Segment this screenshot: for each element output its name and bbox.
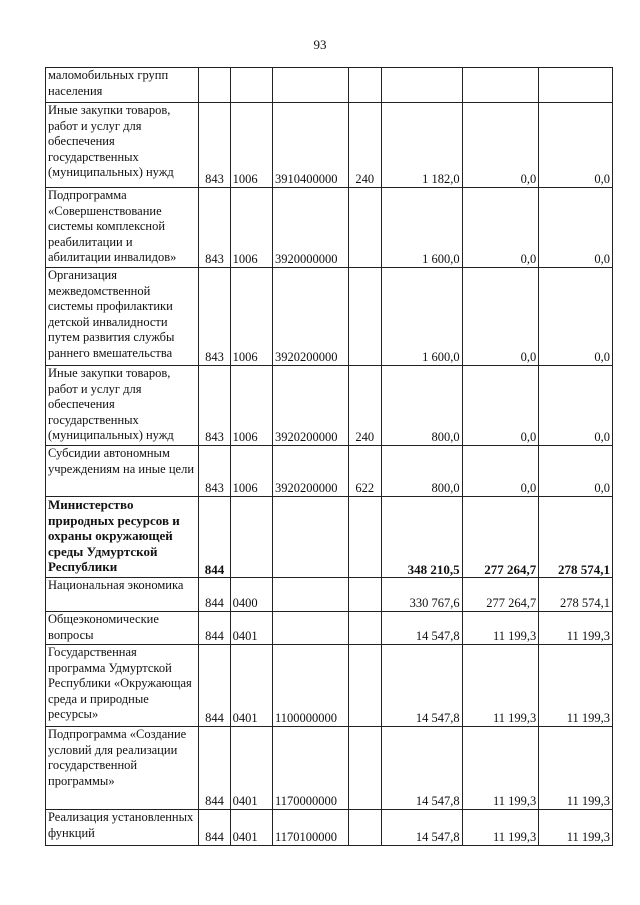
table-row — [46, 366, 613, 446]
amount-year-2: 0,0 — [462, 268, 539, 366]
section-code: 0400 — [230, 578, 272, 612]
section-code — [230, 497, 272, 578]
amount-year-1: 800,0 — [381, 366, 462, 446]
target-article-code — [272, 497, 348, 578]
target-article-code: 3920200000 — [272, 366, 348, 446]
row-name: Общеэкономические вопросы — [46, 612, 199, 645]
amount-year-1: 14 547,8 — [381, 645, 462, 727]
amount-year-3 — [539, 68, 613, 103]
row-name: Подпрограмма «Совершенствование системы комплексной реабилитации и абилитации инвалидов» — [46, 188, 199, 268]
amount-year-3: 11 199,3 — [539, 810, 613, 846]
amount-year-2: 11 199,3 — [462, 645, 539, 727]
ministry-code: 844 — [199, 645, 230, 727]
table-row — [46, 268, 613, 366]
ministry-code: 843 — [199, 103, 230, 188]
row-name: маломобильных групп населения — [46, 68, 199, 103]
section-code: 0401 — [230, 612, 272, 645]
table-row — [46, 497, 613, 578]
section-code: 0401 — [230, 810, 272, 846]
amount-year-2 — [462, 68, 539, 103]
amount-year-3: 278 574,1 — [539, 578, 613, 612]
section-code — [230, 68, 272, 103]
ministry-code — [199, 68, 230, 103]
row-name: Иные закупки товаров, работ и услуг для обеспечения государственных (муниципальных) нужд — [46, 366, 199, 446]
amount-year-3: 11 199,3 — [539, 612, 613, 645]
target-article-code: 3920200000 — [272, 268, 348, 366]
target-article-code: 3920000000 — [272, 188, 348, 268]
amount-year-3: 0,0 — [539, 446, 613, 497]
amount-year-2: 0,0 — [462, 188, 539, 268]
amount-year-2: 277 264,7 — [462, 497, 539, 578]
row-name: Субсидии автономным учреждениям на иные цели — [46, 446, 199, 497]
expense-type-code: 240 — [348, 366, 381, 446]
amount-year-2: 0,0 — [462, 366, 539, 446]
table-row — [46, 727, 613, 810]
expense-type-code — [348, 68, 381, 103]
amount-year-3: 278 574,1 — [539, 497, 613, 578]
target-article-code: 3910400000 — [272, 103, 348, 188]
ministry-code: 844 — [199, 612, 230, 645]
amount-year-1: 330 767,6 — [381, 578, 462, 612]
row-name: Национальная экономика — [46, 578, 199, 612]
section-code: 1006 — [230, 366, 272, 446]
amount-year-1: 14 547,8 — [381, 612, 462, 645]
row-name: Государственная программа Удмуртской Республики «Окружающая среда и природные ресурсы» — [46, 645, 199, 727]
table-row — [46, 810, 613, 846]
table-row — [46, 645, 613, 727]
amount-year-1: 14 547,8 — [381, 810, 462, 846]
section-code: 0401 — [230, 645, 272, 727]
row-name: Министерство природных ресурсов и охраны окружающей среды Удмуртской Республики — [46, 497, 199, 578]
table-row — [46, 612, 613, 645]
amount-year-2: 11 199,3 — [462, 727, 539, 810]
amount-year-1: 1 600,0 — [381, 268, 462, 366]
expense-type-code — [348, 497, 381, 578]
section-code: 1006 — [230, 446, 272, 497]
expense-type-code — [348, 268, 381, 366]
table-body — [46, 68, 613, 846]
ministry-code: 843 — [199, 268, 230, 366]
expense-type-code: 622 — [348, 446, 381, 497]
section-code: 1006 — [230, 188, 272, 268]
target-article-code: 1170000000 — [272, 727, 348, 810]
row-name: Организация межведомственной системы профилактики детской инвалидности путем развития службы раннего вмешательства — [46, 268, 199, 366]
expense-type-code — [348, 578, 381, 612]
amount-year-3: 0,0 — [539, 188, 613, 268]
amount-year-1: 14 547,8 — [381, 727, 462, 810]
target-article-code — [272, 612, 348, 645]
ministry-code: 844 — [199, 497, 230, 578]
expense-type-code — [348, 612, 381, 645]
table-row — [46, 68, 613, 103]
amount-year-2: 11 199,3 — [462, 810, 539, 846]
target-article-code — [272, 68, 348, 103]
ministry-code: 843 — [199, 446, 230, 497]
target-article-code: 1170100000 — [272, 810, 348, 846]
expense-type-code: 240 — [348, 103, 381, 188]
target-article-code — [272, 578, 348, 612]
row-name: Подпрограмма «Создание условий для реализации государственной программы» — [46, 727, 199, 810]
amount-year-3: 11 199,3 — [539, 727, 613, 810]
target-article-code: 3920200000 — [272, 446, 348, 497]
target-article-code: 1100000000 — [272, 645, 348, 727]
amount-year-2: 11 199,3 — [462, 612, 539, 645]
amount-year-2: 277 264,7 — [462, 578, 539, 612]
page-number: 93 — [313, 37, 327, 52]
budget-table — [45, 67, 613, 846]
row-name: Реализация установленных функций — [46, 810, 199, 846]
amount-year-2: 0,0 — [462, 446, 539, 497]
ministry-code: 843 — [199, 188, 230, 268]
table-row — [46, 446, 613, 497]
expense-type-code — [348, 810, 381, 846]
row-name: Иные закупки товаров, работ и услуг для обеспечения государственных (муниципальных) нужд — [46, 103, 199, 188]
table-row — [46, 578, 613, 612]
expense-type-code — [348, 188, 381, 268]
section-code: 1006 — [230, 103, 272, 188]
ministry-code: 844 — [199, 810, 230, 846]
section-code: 1006 — [230, 268, 272, 366]
amount-year-1: 1 600,0 — [381, 188, 462, 268]
section-code: 0401 — [230, 727, 272, 810]
expense-type-code — [348, 727, 381, 810]
ministry-code: 844 — [199, 727, 230, 810]
amount-year-2: 0,0 — [462, 103, 539, 188]
amount-year-3: 0,0 — [539, 366, 613, 446]
ministry-code: 844 — [199, 578, 230, 612]
amount-year-1: 1 182,0 — [381, 103, 462, 188]
ministry-code: 843 — [199, 366, 230, 446]
table-row — [46, 188, 613, 268]
expense-type-code — [348, 645, 381, 727]
amount-year-1: 348 210,5 — [381, 497, 462, 578]
amount-year-1 — [381, 68, 462, 103]
amount-year-3: 11 199,3 — [539, 645, 613, 727]
table-row — [46, 103, 613, 188]
amount-year-3: 0,0 — [539, 103, 613, 188]
amount-year-1: 800,0 — [381, 446, 462, 497]
amount-year-3: 0,0 — [539, 268, 613, 366]
